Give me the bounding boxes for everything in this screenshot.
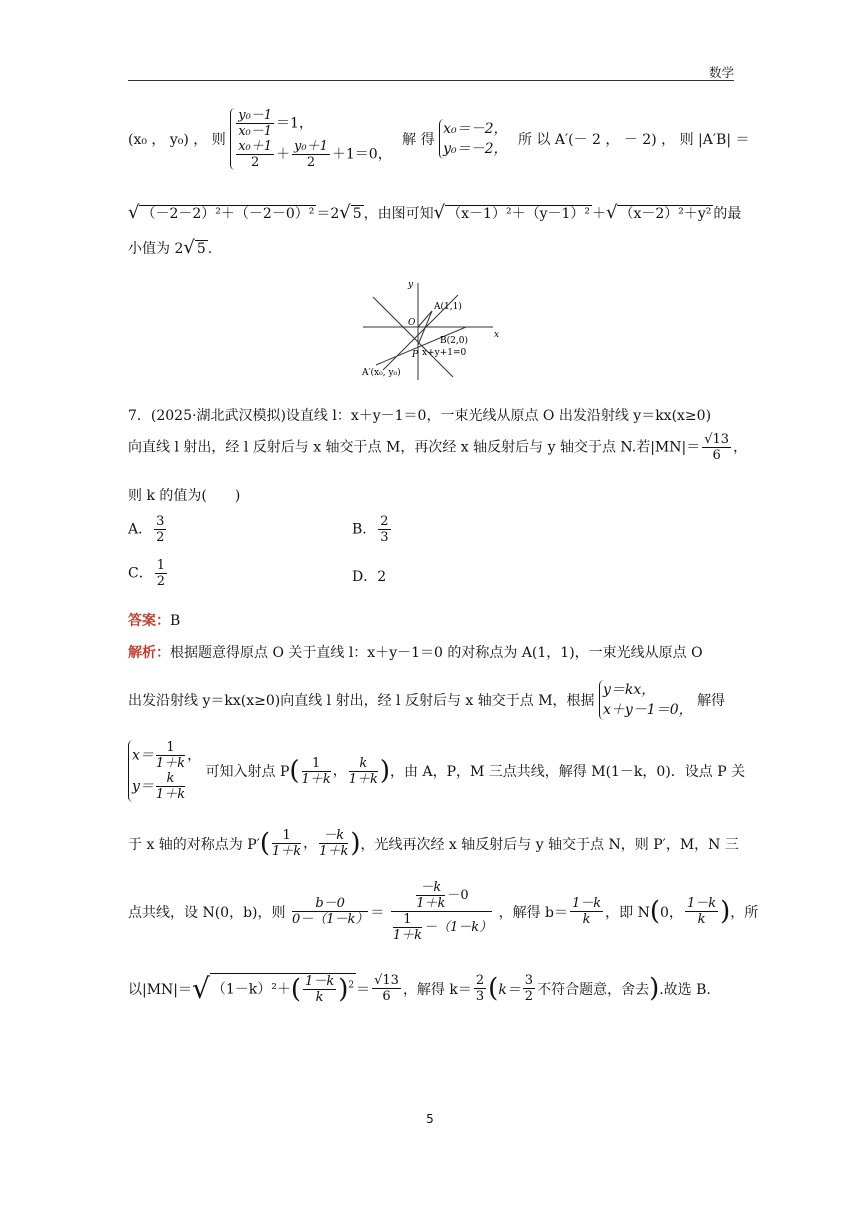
answer-line bbox=[128, 610, 180, 630]
text: 点共线，设 N(0，b)，则 bbox=[128, 904, 286, 921]
text: k＝ bbox=[498, 981, 521, 998]
analysis-line5: 点共线，设 N(0，b)，则 $\frac{b-0}{0-(1-k)}$ ＝ $\frac{-k}{1+k}$ －0 $\frac{1}{1+k}$ －（1－k） ，解得 b＝ $\frac{1-k}{k}$ ，即 N(0， $\frac{1-k}{k}$ )，所 bbox=[128, 880, 759, 943]
y-axis-label: y bbox=[408, 280, 414, 290]
frac-den: 1＋k bbox=[301, 771, 331, 787]
text: 不符合题意，舍去 bbox=[537, 981, 650, 998]
radicand-2: 5 bbox=[352, 206, 362, 222]
frac-den: k bbox=[582, 912, 591, 927]
solution-continuation-line2: √ （－2－2）²＋（－2－0）² ＝2√ 5 ，由图可知√ （x－1）²＋（y－1）² ＋√ （x－2）²＋y² 的最 bbox=[128, 202, 742, 223]
point-Aprime-label: A′(x₀, y₀) bbox=[362, 368, 401, 378]
frac-den: 1＋k bbox=[155, 756, 186, 771]
answer-label: 答案： bbox=[128, 613, 170, 629]
eq-rhs: ＋1＝0， bbox=[331, 146, 392, 163]
option-letter: C． bbox=[128, 565, 153, 582]
equation-system-3 bbox=[599, 680, 693, 720]
frac-num: 2 bbox=[475, 973, 485, 988]
frac-num: 1 bbox=[156, 740, 185, 756]
text: ，由图可知 bbox=[363, 206, 434, 222]
reflection-figure bbox=[358, 275, 508, 385]
segment-O-A bbox=[418, 311, 432, 327]
frac-num: x₀＋1 bbox=[238, 139, 273, 154]
text: ，解得 k＝ bbox=[402, 981, 472, 998]
origin-label: O bbox=[408, 318, 416, 328]
text: ，由 A，P，M 三点共线，解得 M(1－k，0)．设点 P 关 bbox=[390, 764, 746, 780]
text: 出发沿射线 y＝kx(x≥0)向直线 l 射出，经 l 反射后与 x 轴交于点 M，根据 bbox=[128, 693, 595, 709]
analysis-line1 bbox=[128, 642, 703, 662]
eq: ＝ bbox=[356, 981, 371, 998]
radicand-text: （1－k）²＋ bbox=[211, 981, 291, 997]
frac-num: 13 bbox=[382, 973, 399, 988]
text: 向直线 l 射出，经 l 反射后与 x 轴交于点 M，再次经 x 轴反射后与 y 轴交于点 N.若|MN|＝ bbox=[128, 439, 701, 456]
frac-num: 1－k bbox=[305, 973, 335, 989]
option-c bbox=[128, 558, 169, 589]
question-line2: 向直线 l 射出，经 l 反射后与 x 轴交于点 M，再次经 x 轴反射后与 y 轴交于点 N.若|MN|＝ $\frac{√13}{6}$ ， bbox=[128, 432, 748, 463]
frac-num: 3 bbox=[524, 973, 534, 988]
text: 根据题意得原点 O 关于直线 l：x＋y－1＝0 的对称点为 A(1，1)，一束光线从原点 O bbox=[170, 645, 703, 661]
frac-den: 1＋k bbox=[348, 771, 378, 787]
frac-den: 6 bbox=[712, 448, 721, 463]
frac-num: 1－k bbox=[686, 896, 717, 911]
frac-num: 1 bbox=[302, 756, 331, 772]
frac-num: 13 bbox=[712, 432, 730, 447]
text: 以|MN|＝ bbox=[128, 981, 193, 998]
solution-continuation-line3: 小值为 2√ 5 . bbox=[128, 237, 213, 258]
frac-den: 1＋k bbox=[319, 844, 349, 859]
radicand: 5 bbox=[196, 241, 206, 257]
conclusion-text: 所 以 A′(－ 2 ， － 2) ， 则 |A′B| ＝ bbox=[517, 132, 750, 148]
frac-den: x₀－1 bbox=[238, 124, 273, 139]
frac-den: k bbox=[315, 989, 324, 1005]
equation-system-4 bbox=[128, 740, 201, 802]
frac-den: 2 bbox=[156, 530, 165, 545]
frac-num: －k bbox=[416, 880, 445, 896]
text: ，所 bbox=[730, 904, 759, 921]
solution-x0: x₀＝－2， bbox=[443, 121, 508, 137]
frac-num: 1 bbox=[156, 558, 165, 573]
plus: ＋ bbox=[592, 206, 606, 222]
point-B-label: B(2,0) bbox=[440, 336, 468, 346]
option-b bbox=[352, 514, 393, 545]
frac-den: 2 bbox=[250, 155, 260, 170]
solve-text: 解 得 bbox=[402, 132, 435, 148]
text: ，即 N bbox=[605, 904, 650, 921]
eq-text: ＝2 bbox=[316, 206, 340, 222]
frac-num: y₀＋1 bbox=[294, 139, 328, 154]
frac-num: b－0 bbox=[292, 896, 368, 912]
frac-num: 3 bbox=[156, 514, 165, 529]
frac-den: 6 bbox=[382, 989, 391, 1004]
var: x＝ bbox=[132, 747, 154, 764]
frac-den: 1＋k bbox=[392, 928, 422, 943]
point-A-label: A(1,1) bbox=[434, 302, 462, 312]
text: 小值为 2 bbox=[128, 241, 184, 257]
radicand-1: （－2－2）²＋（－2－0）² bbox=[141, 206, 315, 222]
option-value: 2 bbox=[377, 569, 387, 585]
answer-value: B bbox=[170, 613, 181, 629]
frac-num: 2 bbox=[380, 514, 389, 529]
frac-den: 3 bbox=[380, 530, 389, 545]
analysis-label: 解析： bbox=[128, 645, 170, 661]
text: 解得 bbox=[697, 693, 726, 709]
equation-system-1 bbox=[230, 108, 391, 170]
solution-continuation-line1 bbox=[128, 108, 750, 170]
frac-num: k bbox=[349, 756, 378, 772]
header-subject: 数学 bbox=[708, 65, 734, 80]
analysis-line6: 以|MN|＝√ （1－k）²＋( $\frac{1-k}{k}$ )$^2$ ＝ $\frac{√13}{6}$ ，解得 k＝ $\frac{2}{3}$ (k＝ $\frac{3}{2}$ 不符合题意，舍去).故选 B. bbox=[128, 972, 711, 1005]
frac-den: 3 bbox=[475, 989, 485, 1004]
text: －（1－k） bbox=[423, 920, 493, 935]
text: ，解得 b＝ bbox=[498, 904, 569, 921]
segment-A-P bbox=[418, 311, 432, 345]
x-axis-label: x bbox=[494, 330, 500, 340]
option-letter: D． bbox=[352, 569, 378, 585]
text: .故选 B. bbox=[659, 981, 711, 998]
var: y＝ bbox=[132, 778, 154, 795]
eq-row: y＝kx， bbox=[602, 682, 656, 698]
text: 的最 bbox=[713, 206, 742, 222]
radicand-4: （x－2）²＋y² bbox=[619, 206, 712, 222]
text: 可知入射点 P bbox=[205, 764, 290, 780]
coordinate-text: (x₀ ， y₀) ， 则 bbox=[128, 132, 226, 148]
question-line1: 7．(2025·湖北武汉模拟)设直线 l：x＋y－1＝0，一束光线从原点 O 出发沿射线 y＝kx(x≥0) bbox=[128, 408, 712, 424]
analysis-line2 bbox=[128, 680, 725, 720]
equation-system-2 bbox=[439, 119, 507, 159]
frac-den: 1＋k bbox=[416, 896, 446, 911]
frac-den: 2 bbox=[156, 574, 165, 589]
frac-den: 1＋k bbox=[155, 787, 186, 802]
text: . bbox=[207, 241, 213, 257]
question-line3: 则 k 的值为( ) bbox=[128, 488, 241, 504]
text: －0 bbox=[447, 888, 469, 903]
frac-den: 2 bbox=[524, 989, 534, 1004]
analysis-line4: 于 x 轴的对称点为 P′( $\frac{1}{1+k}$ ， $\frac{-k}{1+k}$ )，光线再次经 x 轴反射后与 y 轴交于点 N，则 P′，M，N 三 bbox=[128, 828, 739, 859]
frac-num: 1 bbox=[393, 912, 422, 928]
eq-rhs: ＝1， bbox=[276, 115, 313, 132]
option-a bbox=[128, 514, 168, 545]
comma: ， bbox=[187, 747, 202, 764]
text: 于 x 轴的对称点为 P′ bbox=[128, 836, 260, 853]
frac-num: 1－k bbox=[572, 896, 602, 911]
frac-num: 1 bbox=[272, 828, 301, 844]
point-P-label: P bbox=[412, 350, 419, 360]
frac-num: y₀－1 bbox=[238, 108, 273, 123]
analysis-line3: x＝ $\frac{1}{1+k}$ ， y＝ $\frac{k}{1+k}$ 可知入射点 P( $\frac{1}{1+k}$ ， $\frac{k}{1+k}$ )，由 A，P，M 三点共线，解得 M(1－k，0)．设点 P 关 bbox=[128, 740, 745, 802]
header-divider bbox=[128, 80, 734, 81]
option-letter: B． bbox=[352, 521, 377, 538]
frac-den: 0－（1－k） bbox=[291, 912, 369, 927]
solution-y0: y₀＝－2， bbox=[443, 141, 508, 157]
page-number: 5 bbox=[426, 1112, 434, 1126]
eq: ＝ bbox=[370, 904, 385, 921]
compound-fraction bbox=[391, 880, 492, 943]
line-label: x+y+1=0 bbox=[422, 348, 467, 358]
text: 0， bbox=[660, 904, 683, 921]
plus: ＋ bbox=[276, 146, 291, 163]
eq-row: x＋y－1＝0， bbox=[602, 702, 693, 718]
exponent: 2 bbox=[348, 980, 355, 990]
text: ，光线再次经 x 轴反射后与 y 轴交于点 N，则 P′，M，N 三 bbox=[360, 836, 739, 853]
option-letter: A． bbox=[128, 521, 153, 538]
frac-den: 1＋k bbox=[272, 844, 302, 859]
text: ， bbox=[733, 439, 748, 456]
radicand-3: （x－1）²＋（y－1）² bbox=[447, 206, 590, 222]
frac-den: 2 bbox=[306, 155, 316, 170]
frac-num: k bbox=[156, 771, 185, 787]
option-d bbox=[352, 566, 386, 586]
frac-num: －k bbox=[319, 828, 348, 844]
frac-den: k bbox=[697, 912, 706, 927]
